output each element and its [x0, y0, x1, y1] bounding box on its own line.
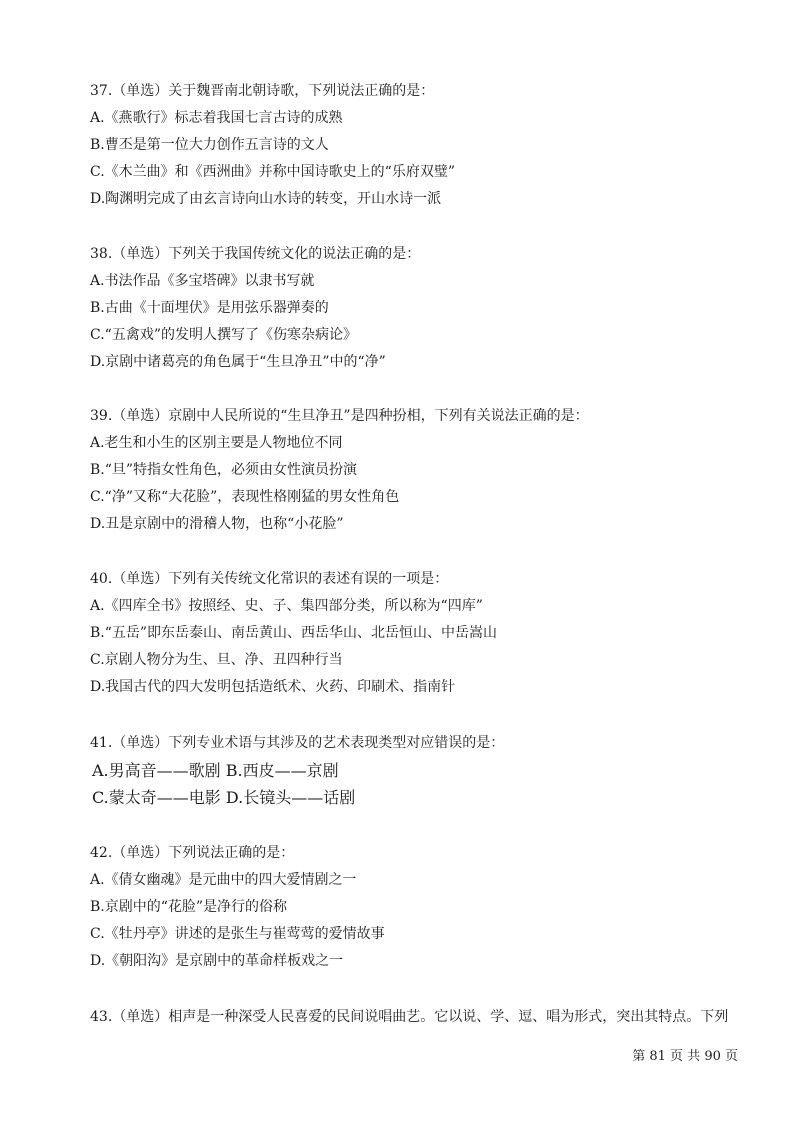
- option-d: D.京剧中诸葛亮的角色属于“生旦净丑”中的“净”: [90, 354, 386, 370]
- question-37: [90, 78, 740, 213]
- question-42: [90, 840, 740, 975]
- question-stem: 42.（单选）下列说法正确的是：: [90, 845, 295, 861]
- option-c: C.“净”又称“大花脸”，表现性格刚猛的男女性角色: [90, 489, 400, 505]
- option-a: A.《四库全书》按照经、史、子、集四部分类，所以称为“四库”: [90, 598, 483, 614]
- question-43: [90, 1004, 740, 1031]
- option-a: A.《倩女幽魂》是元曲中的四大爱情剧之一: [90, 872, 357, 888]
- option-b: B.曹丕是第一位大力创作五言诗的文人: [90, 137, 329, 153]
- option-c: C.“五禽戏”的发明人撰写了《伤寒杂病论》: [90, 327, 357, 343]
- option-a: A.老生和小生的区别主要是人物地位不同: [90, 435, 343, 451]
- option-a: A.《燕歌行》标志着我国七言古诗的成熟: [90, 110, 343, 126]
- question-stem: 39.（单选）京剧中人民所说的“生旦净丑”是四种扮相，下列有关说法正确的是：: [90, 408, 589, 424]
- question-41: [90, 730, 740, 811]
- option-d: D.我国古代的四大发明包括造纸术、火药、印刷术、指南针: [90, 679, 456, 695]
- option-c: C.《木兰曲》和《西洲曲》并称中国诗歌史上的“乐府双璧”: [90, 164, 455, 180]
- option-b: B.古曲《十面埋伏》是用弦乐器弹奏的: [90, 300, 329, 316]
- option-c: C.京剧人物分为生、旦、净、丑四种行当: [90, 652, 343, 668]
- question-stem: 41.（单选）下列专业术语与其涉及的艺术表现类型对应错误的是：: [90, 735, 505, 751]
- question-stem: 37.（单选）关于魏晋南北朝诗歌，下列说法正确的是：: [90, 83, 435, 99]
- option-row-cd: C.蒙太奇——电影 D.长镜头——话剧: [92, 788, 356, 807]
- question-stem: 43.（单选）相声是一种深受人民喜爱的民间说唱曲艺。它以说、学、逗、唱为形式，突出其特点。下列: [90, 1009, 729, 1025]
- option-c: C.《牡丹亭》讲述的是张生与崔莺莺的爱情故事: [90, 926, 385, 942]
- question-39: [90, 403, 740, 538]
- question-stem: 38.（单选）下列关于我国传统文化的说法正确的是：: [90, 246, 421, 262]
- question-40: [90, 566, 740, 701]
- option-a: A.书法作品《多宝塔碑》以隶书写就: [90, 273, 315, 289]
- option-b: B.京剧中的“花脸”是净行的俗称: [90, 899, 288, 915]
- option-d: D.丑是京剧中的滑稽人物，也称“小花脸”: [90, 516, 344, 532]
- question-38: [90, 241, 740, 376]
- option-d: D.《朝阳沟》是京剧中的革命样板戏之一: [90, 953, 344, 969]
- option-row-ab: A.男高音——歌剧 B.西皮——京剧: [92, 761, 339, 780]
- option-b: B.“旦”特指女性角色，必须由女性演员扮演: [90, 462, 358, 478]
- option-d: D.陶渊明完成了由玄言诗向山水诗的转变，开山水诗一派: [90, 191, 442, 207]
- page-number: 第 81 页 共 90 页: [632, 1049, 738, 1064]
- question-stem: 40.（单选）下列有关传统文化常识的表述有误的一项是：: [90, 571, 449, 587]
- option-b: B.“五岳”即东岳泰山、南岳黄山、西岳华山、北岳恒山、中岳嵩山: [90, 625, 498, 641]
